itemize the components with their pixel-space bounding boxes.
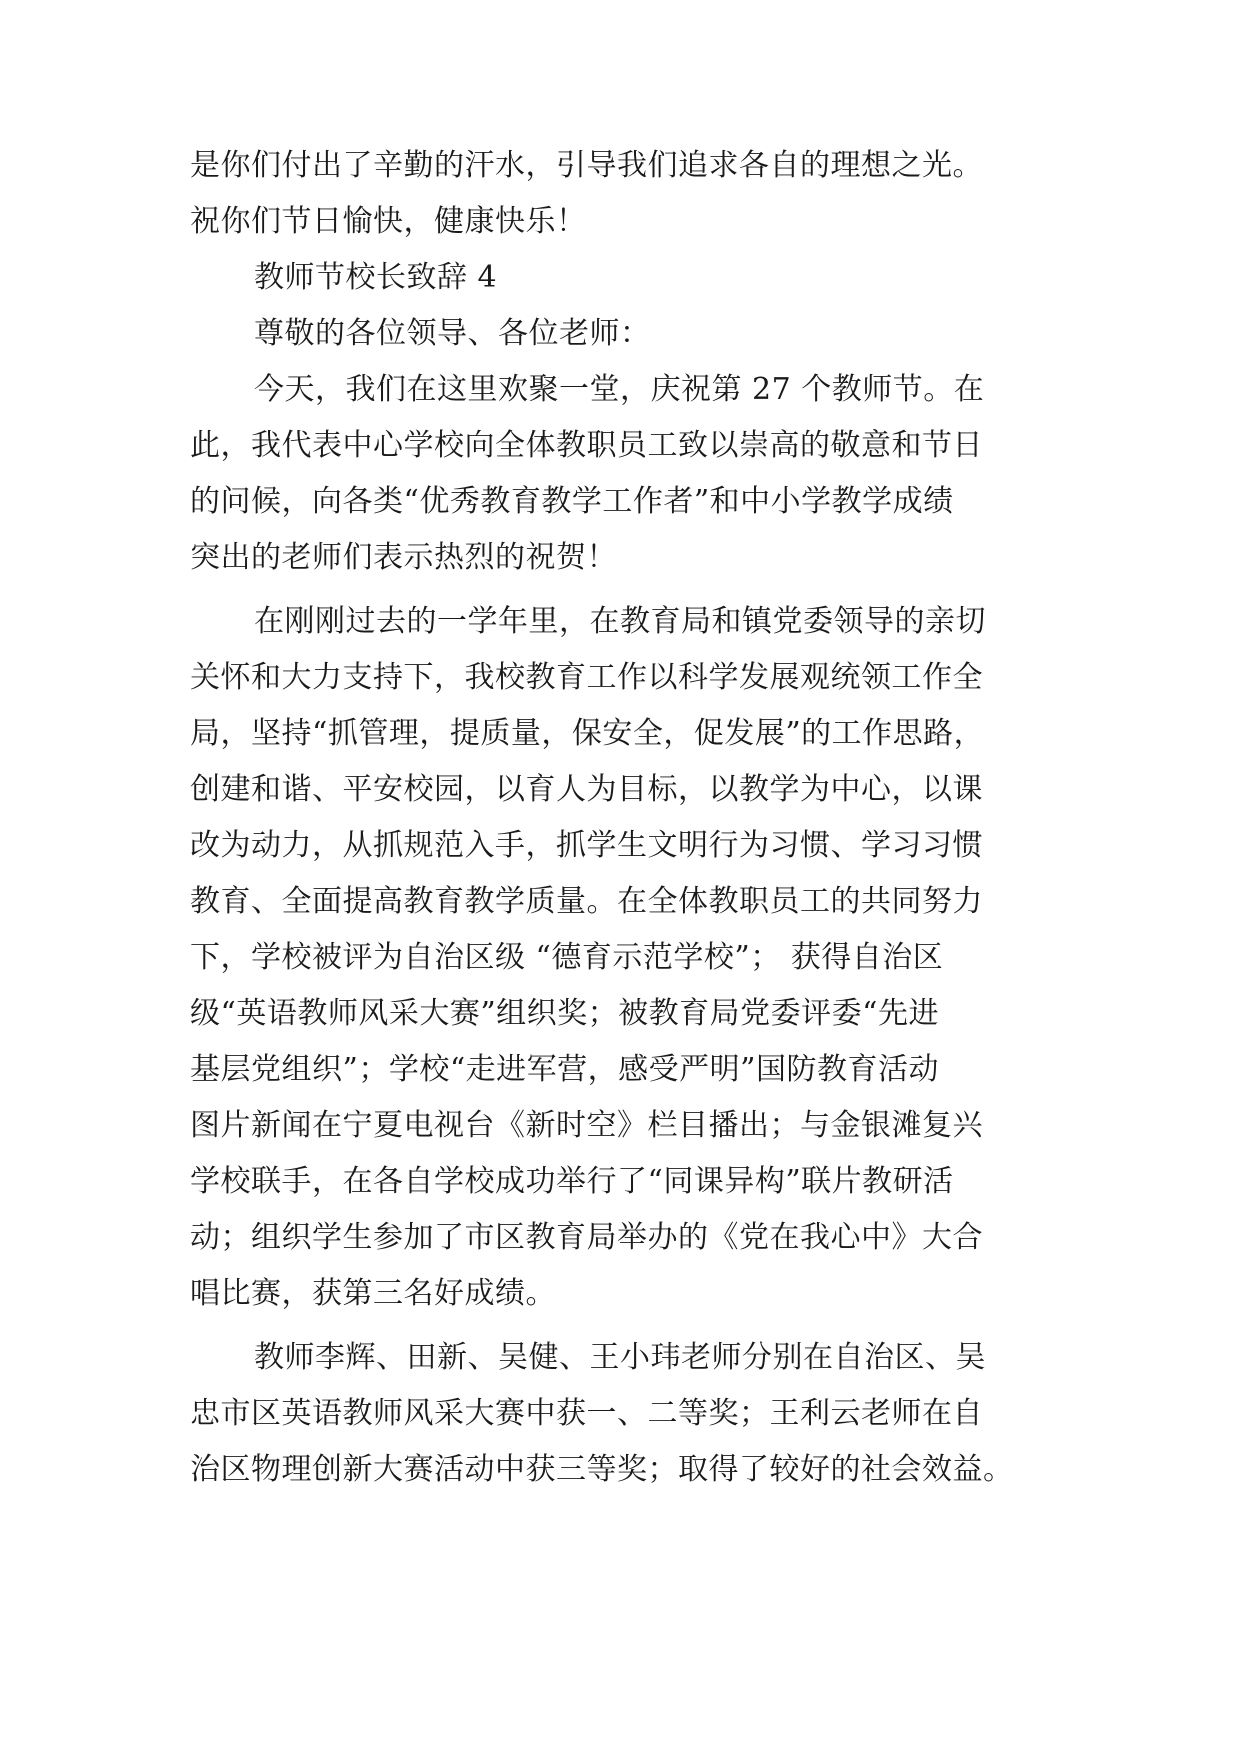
text-line: 祝你们节日愉快，健康快乐！: [190, 204, 587, 239]
paragraph-line: 动；组织学生参加了市区教育局举办的《党在我心中》大合: [190, 1220, 983, 1255]
paragraph-line: 改为动力，从抓规范入手，抓学生文明行为习惯、学习习惯: [190, 828, 983, 863]
paragraph-line: 教师李辉、田新、吴健、王小玮老师分别在自治区、吴: [254, 1340, 986, 1375]
paragraph-line: 关怀和大力支持下，我校教育工作以科学发展观统领工作全: [190, 660, 983, 695]
paragraph-line: 今天，我们在这里欢聚一堂，庆祝第 27 个教师节。在: [254, 372, 985, 407]
paragraph-line: 基层党组织”；学校“走进军营，感受严明”国防教育活动: [190, 1052, 940, 1087]
paragraph-line: 创建和谐、平安校园，以育人为目标，以教学为中心，以课: [190, 772, 983, 807]
paragraph-line: 此，我代表中心学校向全体教职员工致以崇高的敬意和节日: [190, 428, 983, 463]
paragraph-line: 忠市区英语教师风采大赛中获一、二等奖；王利云老师在自: [190, 1396, 983, 1431]
paragraph-line: 教育、全面提高教育教学质量。在全体教职员工的共同努力: [190, 884, 983, 919]
text-line: 是你们付出了辛勤的汗水，引导我们追求各自的理想之光。: [190, 148, 983, 183]
paragraph-line: 在刚刚过去的一学年里，在教育局和镇党委领导的亲切: [254, 604, 986, 639]
paragraph-line: 治区物理创新大赛活动中获三等奖；取得了较好的社会效益。: [190, 1452, 1014, 1487]
paragraph-line: 学校联手，在各自学校成功举行了“同课异构”联片教研活: [190, 1164, 954, 1199]
paragraph-line: 唱比赛，获第三名好成绩。: [190, 1276, 556, 1311]
paragraph-line: 下，学校被评为自治区级 “德育示范学校”； 获得自治区: [190, 940, 944, 975]
section-heading: 教师节校长致辞 4: [254, 260, 498, 295]
paragraph-line: 突出的老师们表示热烈的祝贺！: [190, 540, 617, 575]
paragraph-line: 图片新闻在宁夏电视台《新时空》栏目播出；与金银滩复兴: [190, 1108, 983, 1143]
paragraph-line: 局，坚持“抓管理，提质量，保安全，促发展”的工作思路，: [190, 716, 985, 751]
paragraph-line: 的问候，向各类“优秀教育教学工作者”和中小学教学成绩: [190, 484, 954, 519]
salutation: 尊敬的各位领导、各位老师：: [254, 316, 651, 351]
paragraph-line: 级“英语教师风采大赛”组织奖；被教育局党委评委“先进: [190, 996, 940, 1031]
